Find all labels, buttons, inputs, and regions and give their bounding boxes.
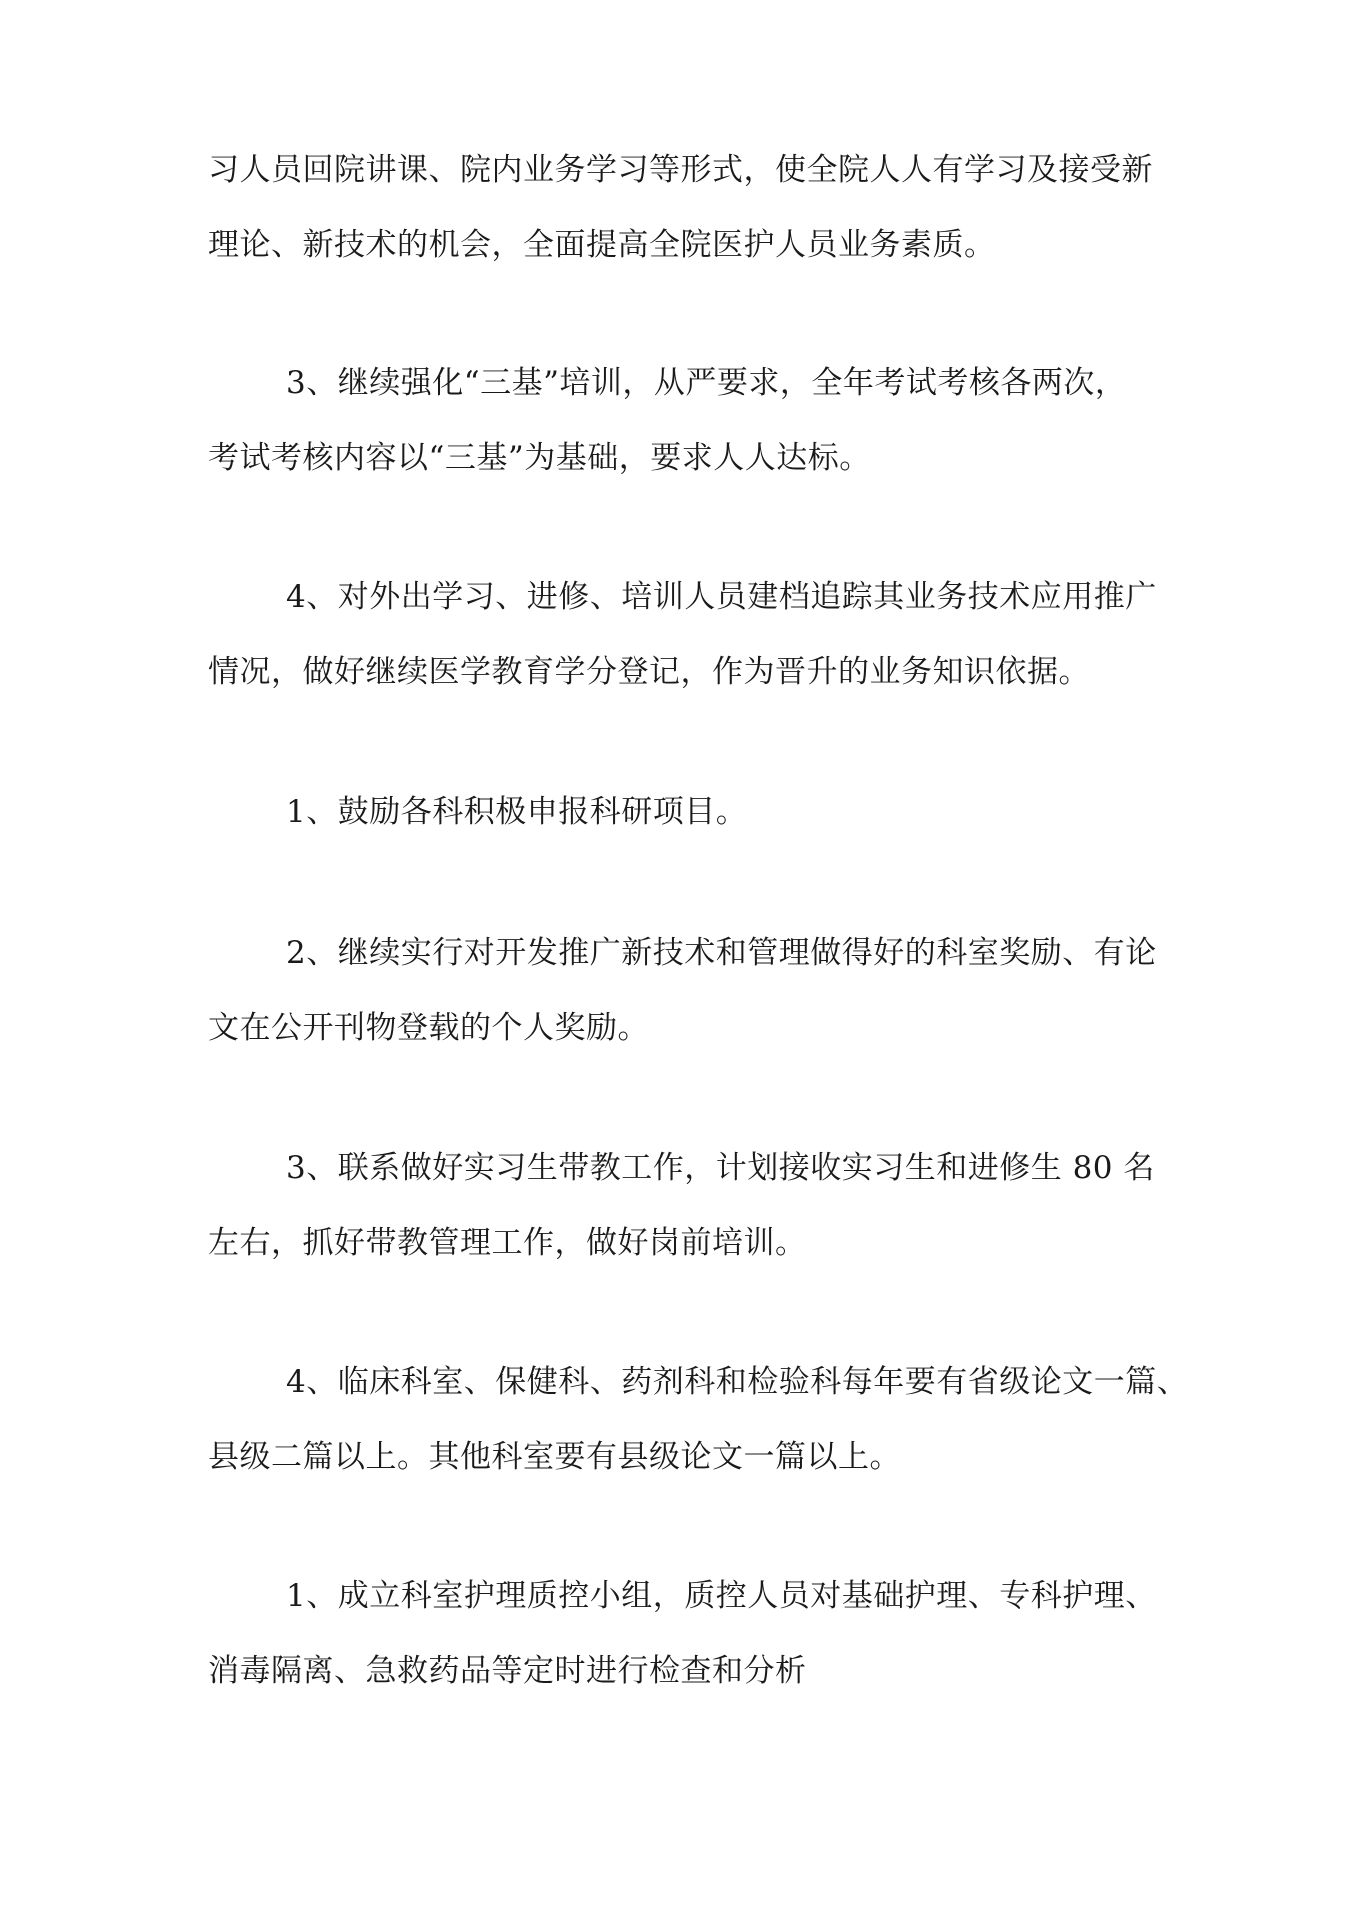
paragraph-line: 4、临床科室、保健科、药剂科和检验科每年要有省级论文一篇、	[286, 1364, 1189, 1400]
paragraph-line: 考试考核内容以“三基”为基础，要求人人达标。	[208, 440, 871, 476]
paragraph-line: 文在公开刊物登载的个人奖励。	[208, 1010, 649, 1046]
paragraph-line: 3、继续强化“三基”培训，从严要求，全年考试考核各两次，	[286, 365, 1127, 401]
paragraph-1	[208, 133, 1168, 283]
paragraph-line: 4、对外出学习、进修、培训人员建档追踪其业务技术应用推广	[286, 579, 1157, 615]
paragraph-8	[208, 1559, 1168, 1709]
paragraph-line: 2、继续实行对开发推广新技术和管理做得好的科室奖励、有论	[286, 935, 1157, 971]
paragraph-2	[208, 346, 1168, 496]
paragraph-line: 左右，抓好带教管理工作，做好岗前培训。	[208, 1225, 807, 1261]
paragraph-5	[208, 916, 1168, 1066]
paragraph-line: 县级二篇以上。其他科室要有县级论文一篇以上。	[208, 1439, 901, 1475]
paragraph-line: 消毒隔离、急救药品等定时进行检查和分析	[208, 1653, 807, 1689]
paragraph-6	[208, 1131, 1168, 1281]
paragraph-3	[208, 560, 1168, 710]
paragraph-7	[208, 1345, 1189, 1495]
paragraph-line: 3、联系做好实习生带教工作，计划接收实习生和进修生 80 名	[286, 1150, 1155, 1186]
paragraph-line: 1、成立科室护理质控小组，质控人员对基础护理、专科护理、	[286, 1578, 1157, 1614]
paragraph-line: 情况，做好继续医学教育学分登记，作为晋升的业务知识依据。	[208, 654, 1090, 690]
paragraph-line: 1、鼓励各科积极申报科研项目。	[286, 794, 748, 830]
paragraph-4	[208, 775, 1168, 850]
paragraph-line: 理论、新技术的机会，全面提高全院医护人员业务素质。	[208, 227, 996, 263]
paragraph-line: 习人员回院讲课、院内业务学习等形式，使全院人人有学习及接受新	[208, 152, 1153, 188]
